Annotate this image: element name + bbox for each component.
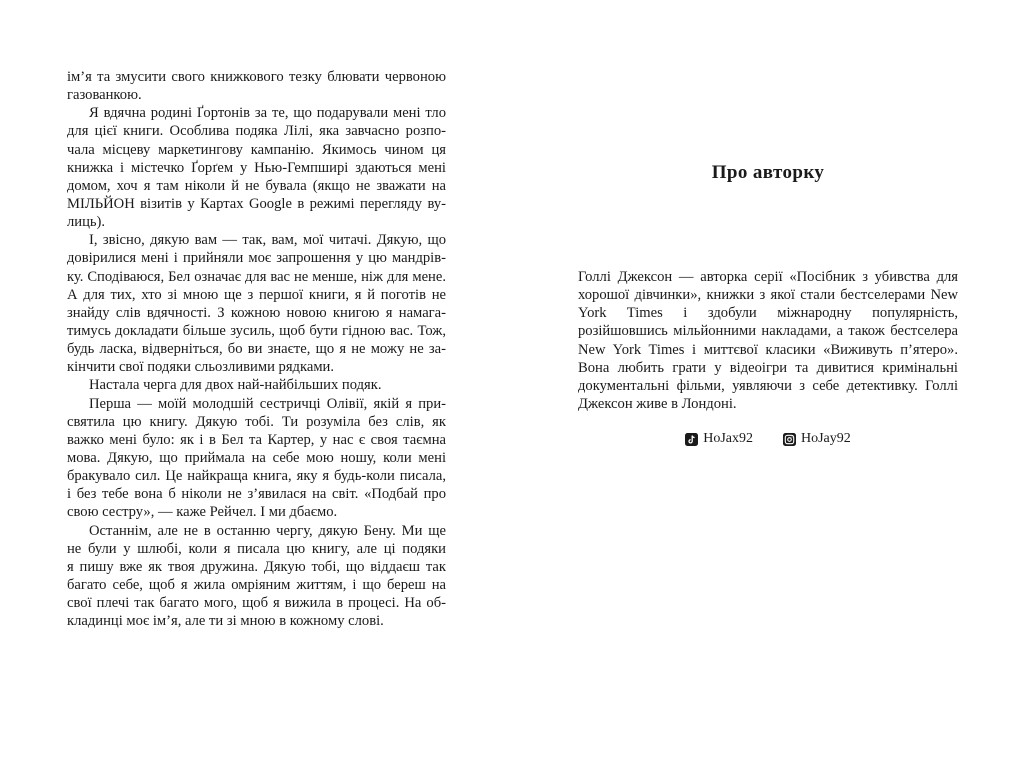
text-line: для цієї книги. Особлива подяка Лілі, яка завчасно розпо- <box>67 123 446 140</box>
text-line: Настала черга для двох най-найбільших подяк. <box>89 377 382 394</box>
text-line: лиць). <box>67 214 106 231</box>
tiktok-link[interactable] <box>685 431 753 447</box>
text-line: І, звісно, дякую вам — так, вам, мої читачі. Дякую, що <box>89 232 446 249</box>
text-line: кінчити свої подяки сльозливими рядками. <box>67 359 335 376</box>
text-line: довірилися мені і прийняли моє запрошення у цю мандрів- <box>67 250 446 267</box>
author-bio: Голлі Джексон — авторка серії «Посібник з убивства для хорошої дівчинки», книжки з якої стали бестселерами New York Times і здобули міжнародну популярність, розійшовшись мільйонними накладами, а також бестселера New York Times і миттєвої класики «Виживуть п’ятеро». Вона любить грати у відеоігри та дивитися кримінальні документальні фільми, уявляючи з себе детективку. Голлі Джексон живе в Лондоні. <box>578 269 958 413</box>
text-line: чала місцеву маркетингову кампанію. Якимось чином ця <box>67 141 446 158</box>
text-line: важко мені було: як і в Бел та Картер, у нас є своя таємна <box>67 431 446 448</box>
text-line: будь ласка, відверніться, бо ви знаєте, що я не можу не за- <box>67 341 446 358</box>
text-line: ім’я та змусити свого книжкового тезку блювати червоною <box>67 69 446 85</box>
text-line: не були у шлюбі, коли я писала цю книгу, але ці подяки <box>67 540 446 557</box>
text-line: я пишу вже як твоя дружина. Дякую тобі, що віддаєш так <box>67 558 446 575</box>
text-line: МІЛЬЙОН візитів у Картах Google в режимі перегляду ву- <box>67 195 446 212</box>
text-line: свою сестру», — каже Рейчел. І ми дбаємо. <box>67 504 338 521</box>
tiktok-handle: HoJax92 <box>703 431 753 446</box>
text-line: бракувало сил. Це найкраща книга, яку я будь-коли писала, <box>67 468 446 485</box>
text-line: газованкою. <box>67 87 142 104</box>
instagram-link[interactable] <box>783 431 851 447</box>
instagram-handle: HoJay92 <box>801 431 851 446</box>
right-page <box>512 0 1024 768</box>
text-line: ку. Сподіваюся, Бел означає для вас не менше, ніж для мене. <box>67 268 446 285</box>
text-line: мова. Дякую, що приймала на себе мою ношу, коли мені <box>67 449 446 466</box>
text-line: знайду слів вдячності. З кожною новою книгою я намага- <box>67 304 446 321</box>
text-line: і без тебе вона б ніколи не з’явилася на світ. «Подбай про <box>67 486 446 503</box>
text-line: Останнім, але не в останню чергу, дякую Бену. Ми ще <box>89 522 446 539</box>
text-line: книжка і містечко Ґорґем у Нью-Гемпширі здаються мені <box>67 159 446 176</box>
text-line: Я вдячна родині Ґортонів за те, що подарували мені тло <box>89 105 446 122</box>
text-line: Перша — моїй молодшій сестричці Олівії, якій я при- <box>89 395 446 412</box>
text-line: домом, хоч я там ніколи й не бувала (якщо не зважати на <box>67 177 446 194</box>
text-line: кладинці моє ім’я, але ти зі мною в кожному слові. <box>67 613 384 630</box>
text-line: свої плечі так багато мого, щоб я вижила в процесі. На об- <box>67 595 446 612</box>
tiktok-icon <box>685 433 698 446</box>
about-author-title: Про авторку <box>711 162 825 183</box>
text-line: святила цю книгу. Дякую тобі. Ти розуміла без слів, як <box>67 413 446 430</box>
social-links <box>512 431 1024 447</box>
text-line: тимусь докладати більше зусиль, щоб бути гідною вас. Тож, <box>67 322 446 339</box>
instagram-icon <box>783 433 796 446</box>
acknowledgements-text <box>67 68 446 630</box>
text-line: багато себе, щоб я жила омріяним життям, і що береш на <box>67 576 446 593</box>
text-line: А для тих, хто зі мною ще з першої книги, я й поготів не <box>67 286 446 303</box>
